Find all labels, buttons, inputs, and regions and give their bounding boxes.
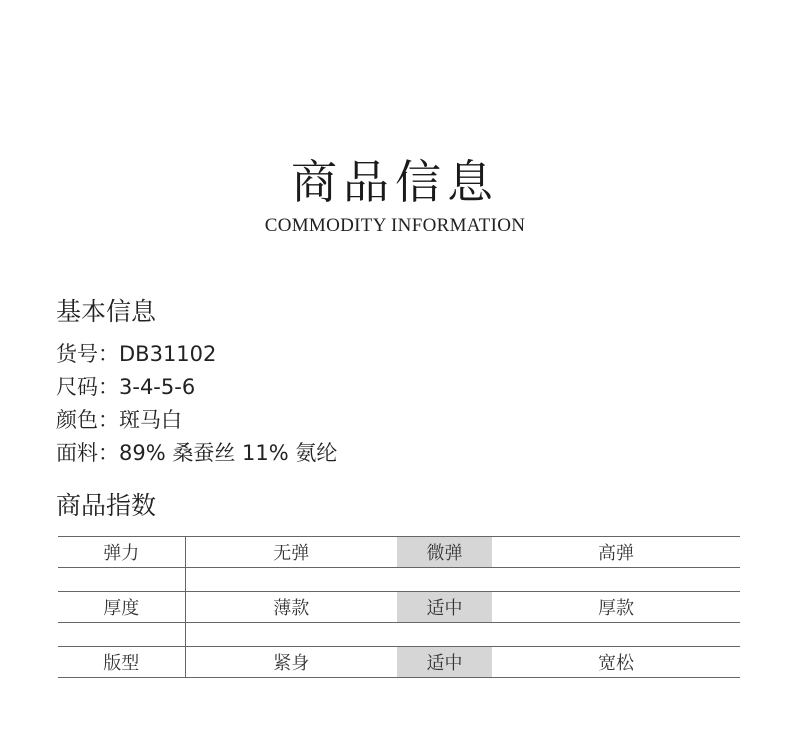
index-option: 薄款 [185, 592, 397, 623]
index-option: 厚款 [492, 592, 740, 623]
index-row-fit [58, 647, 740, 678]
index-option-selected: 适中 [397, 647, 492, 678]
info-row-size [56, 371, 337, 404]
index-option-selected: 适中 [397, 592, 492, 623]
index-row-label: 厚度 [58, 592, 185, 623]
info-value: DB31102 [119, 342, 217, 366]
info-row-item-number [56, 338, 337, 371]
info-label: 货号： [56, 342, 119, 366]
index-option: 无弹 [185, 537, 397, 568]
index-row-thickness [58, 592, 740, 623]
index-row-label: 版型 [58, 647, 185, 678]
product-index-heading: 商品指数 [56, 491, 157, 520]
index-row-elasticity [58, 537, 740, 568]
index-option: 紧身 [185, 647, 397, 678]
info-label: 颜色： [56, 408, 119, 432]
product-index-table [58, 536, 740, 678]
info-value: 斑马白 [119, 408, 182, 432]
info-label: 面料： [56, 441, 119, 465]
index-option-selected: 微弹 [397, 537, 492, 568]
info-value: 89% 桑蚕丝 11% 氨纶 [119, 441, 338, 465]
table-spacer-row [58, 623, 740, 647]
index-option: 高弹 [492, 537, 740, 568]
page-subtitle: COMMODITY INFORMATION [264, 215, 526, 236]
page-title: 商品信息 [291, 155, 499, 209]
table-spacer-row [58, 568, 740, 592]
info-row-fabric [56, 437, 337, 470]
index-option: 宽松 [492, 647, 740, 678]
info-row-color [56, 404, 337, 437]
info-value: 3-4-5-6 [119, 375, 196, 399]
basic-info-heading: 基本信息 [56, 297, 157, 326]
basic-info-list [56, 338, 337, 470]
index-row-label: 弹力 [58, 537, 185, 568]
info-label: 尺码： [56, 375, 119, 399]
